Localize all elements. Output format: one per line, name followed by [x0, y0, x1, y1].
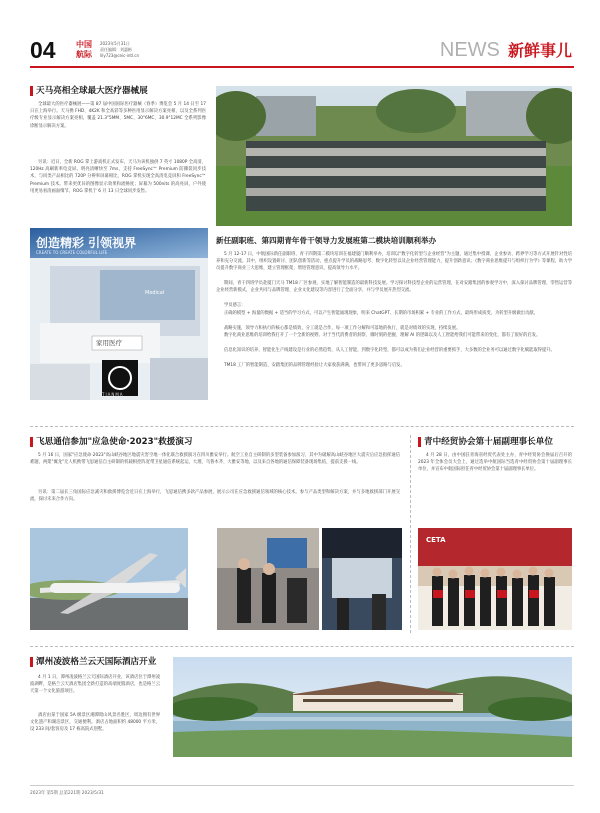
section-cn: 新鲜事儿 — [507, 41, 572, 60]
article4-title: 青中经贸协会第十届副理事长单位 — [424, 437, 553, 447]
article3-title: 飞思通信参加"应急使命·2023"救援演习 — [36, 437, 193, 447]
article1-body — [30, 101, 206, 223]
photo-sign: 家用医疗 — [96, 339, 122, 347]
meta-date: 2023年5月31日 — [100, 41, 130, 46]
hotel-illustration — [173, 657, 572, 757]
article2-para7: 信息化知识的培养，智能化生产线建设是行业的必然趋势，从人工智能，到数字化转型，都可以成为我们企业经营的重要抓手，大多数的全业务可以通过数字化赋能取得提升。 — [224, 348, 555, 353]
article5-para1: 4 月 1 日，潭州凌波格兰云天国际酒店开业，该酒店位于潭州凌波湖畔，是格兰云天酒店集团全新打造的高端度假酒店，也是格兰云天第一个文化旅游项目。 — [30, 675, 160, 695]
article3-para2: 另讯：第二届长三角国际应急减灾和救援博览会近日在上海举行，飞思通信携多款产品参展，展示公司在应急救援通信领域的核心技术。参与产品类型和解决方案，并与多地救援部门开展交流，探讨未来合作方向。 — [30, 490, 400, 503]
footer-text: 2023年 第5期 总第221期 2023/5/31 — [30, 791, 104, 796]
group-photo-illustration — [216, 86, 572, 226]
article5-body — [30, 674, 160, 748]
article2-title: 新任副职班、第四期青年骨干领导力发展班第二模块培训顺利举办 — [216, 236, 437, 245]
article4-marker — [418, 437, 421, 447]
column-divider — [410, 435, 411, 633]
article1-para1: 全球最大的医疗器械展——第 87 届中国国际医疗器械（春季）博览会 5 月 14 日至 17 日在上海举行。天马携 FHD、4K2K 和全高彩等多种医用显示解决方案亮相，以及全系列医疗级专业显示解决方案亮相，覆盖 21.3"5MM、5MC、30"6MC、30.9"12MC 全系列影像诊断显示解决方案。 — [30, 102, 206, 129]
header-rule — [30, 66, 574, 68]
meta-editor: 责任编辑：刘惠彬 — [100, 47, 132, 53]
article2-group-photo — [216, 86, 572, 226]
logo — [72, 40, 96, 62]
header-meta — [100, 41, 139, 60]
article4-photo — [418, 528, 572, 630]
section-divider — [30, 426, 574, 427]
footer-rule — [30, 785, 574, 786]
article3-para1: 5 月 16 日，国家"应急使命·2023"高山峡谷地区地震灾害空地一体化联合救援演习在四川雅安举行。航空工业自主研制的多型装备参加演习，其中为破解高山峡谷地区大震灾后应急指挥通信难题，两架"翼龙"无人机携带飞思通信自主研制的机载相控阵宽带卫星通信系统起运，大理、乌鲁木齐、大雅安等地，以及来自各地的通信保障装备现场集结，提前支援一线。 — [30, 453, 400, 466]
section-title — [440, 38, 572, 62]
article5-title: 潭州凌波格兰云天国际酒店开业 — [36, 657, 157, 667]
section-en: NEWS — [439, 39, 500, 61]
meta-email: lily723@ceic-intl.cn — [100, 53, 140, 59]
article2-para3: 学员感言： — [224, 303, 246, 308]
article5-marker — [30, 657, 33, 667]
event-illustration — [217, 528, 319, 630]
photo-brand: TIANMA — [102, 392, 124, 397]
article1-para2: 另讯：近日，全新 ROG 掌上游戏机正式发布，天马为该机独供 7 英寸 1080P 全高清、120Hz 高刷新率电竞屏。明亮清晰快至 7ms，支持 FreeSync™ Premium 防撕裂同步技术，与同类产品相比的 720P 分辨率屏幕相比，ROG 掌机实现全高清电竞屏和 FreeSync™ Premium 技术。带来更优异的图像显示效果和流畅度；屏幕为 500nits 的高亮屏，户外使用更易看清画面细节。ROG 掌机于 6 月 13 日全球同步发售。 — [30, 160, 206, 194]
booth-illustration-2 — [322, 528, 402, 630]
drone-illustration — [30, 528, 188, 630]
article1-photo — [30, 228, 208, 400]
article5-photo-hotel — [173, 657, 572, 757]
article3-marker — [30, 437, 33, 447]
article3-photo-drone — [30, 528, 188, 630]
photo-banner-ceta: CETA — [426, 536, 446, 544]
page-number: 04 — [30, 37, 56, 63]
article2-para2: 期间，青干四班学员赴厦门天马 TM18 厂区参观，实地了解智能制造的最新科技发展。学习探讨科技型企业的运营管理，在对安踏集团的参观学习中，深入探讨品牌管理、零售运营等企业经营新模式，企业共同与品牌管理、企业文化建设等内容进行了全面分享，并与学员展开热烈交流。 — [216, 281, 572, 294]
logo-line1: 中国 — [76, 40, 92, 49]
article1-title: 天马亮相全球最大医疗器械展 — [36, 86, 148, 96]
article3-body — [30, 452, 400, 518]
page-header — [0, 0, 600, 68]
article2-para6: 数字化商业思维的培训给我打开了一个全新的视野。对于当代消费者的洞察、微时刻的把握、理解 AI 的逻辑以及人工智能给我们可能带来的变化，都有了很好的启发。 — [224, 333, 541, 338]
article2-para8: TM18 工厂的智能制造、安踏集团的品牌管理经验让大家收获满满，也带回了更多思路与启发。 — [224, 363, 405, 368]
article4-para1: 4 月 28 日，由中国驻青海省经贸代表处主办，青中经贸协会换届后召开的 2023 年全体会员大会上，通过选举中航国际当选青中经贸协会第十届副理事长单位，并宣布中航国际担任青中经贸协会第十届副理事长单位。 — [418, 453, 572, 473]
section-divider-2 — [30, 646, 574, 647]
photo-banner-text: 创造精彩 引领视界 — [36, 236, 137, 250]
photo-medical-label: Medical — [145, 290, 165, 296]
photo-banner-subtext: CREATE TO CREATE COLORFUL LIFE — [36, 250, 108, 255]
article2-para5: 战略实施，领导力和执行的核心都是绩效，分工就是合作，每一项工作分解和可落地的执行，就是对绩效的实现，持续发展。 — [224, 325, 461, 331]
article5-para2: 酒店由某于国家 5A 级景区湘潭昭山风景名胜区，周边拥有世界文化遗产和湖泊景区，交通便利。酒店占地面积约 48000 平方米，设 233 间/套客房及 17 栋高院式别墅。 — [30, 713, 160, 733]
logo-line2: 航际 — [76, 50, 92, 59]
article2-para1: 5 月 12-17 日，中航国际新任副职班、青干四期第二模块培训在福建厦门顺利举办，培训以"数字化转型与企业经营"为主题，通过集中授课、企业参访、跨界学习等方式开展针对性培养和充分交流。其中，组织设置研讨、团队创新等活动，重点提升学员的战略思考、数字化转型以及企业经营管理能力，提升创新意识；《数字商业思维提升与组织行为学》等课程，助力学员提升数字商业三大思维，建立管理框架，增进管理意识，提高领导力水平。 — [216, 252, 572, 272]
article3-photo-booth — [322, 528, 402, 630]
article2-para4: 正确的模型 + 海量的数据 + 适当的学习方式，可以产生智能涌现现象，明来 ChatGPT、长期的市场积累 + 专业的工作方式，最终形成质变，为转型升级做出贡献。 — [224, 310, 538, 316]
article4-body — [418, 452, 572, 488]
article3-photo-event — [217, 528, 319, 630]
article2-body — [216, 251, 572, 370]
article1-marker — [30, 86, 33, 96]
